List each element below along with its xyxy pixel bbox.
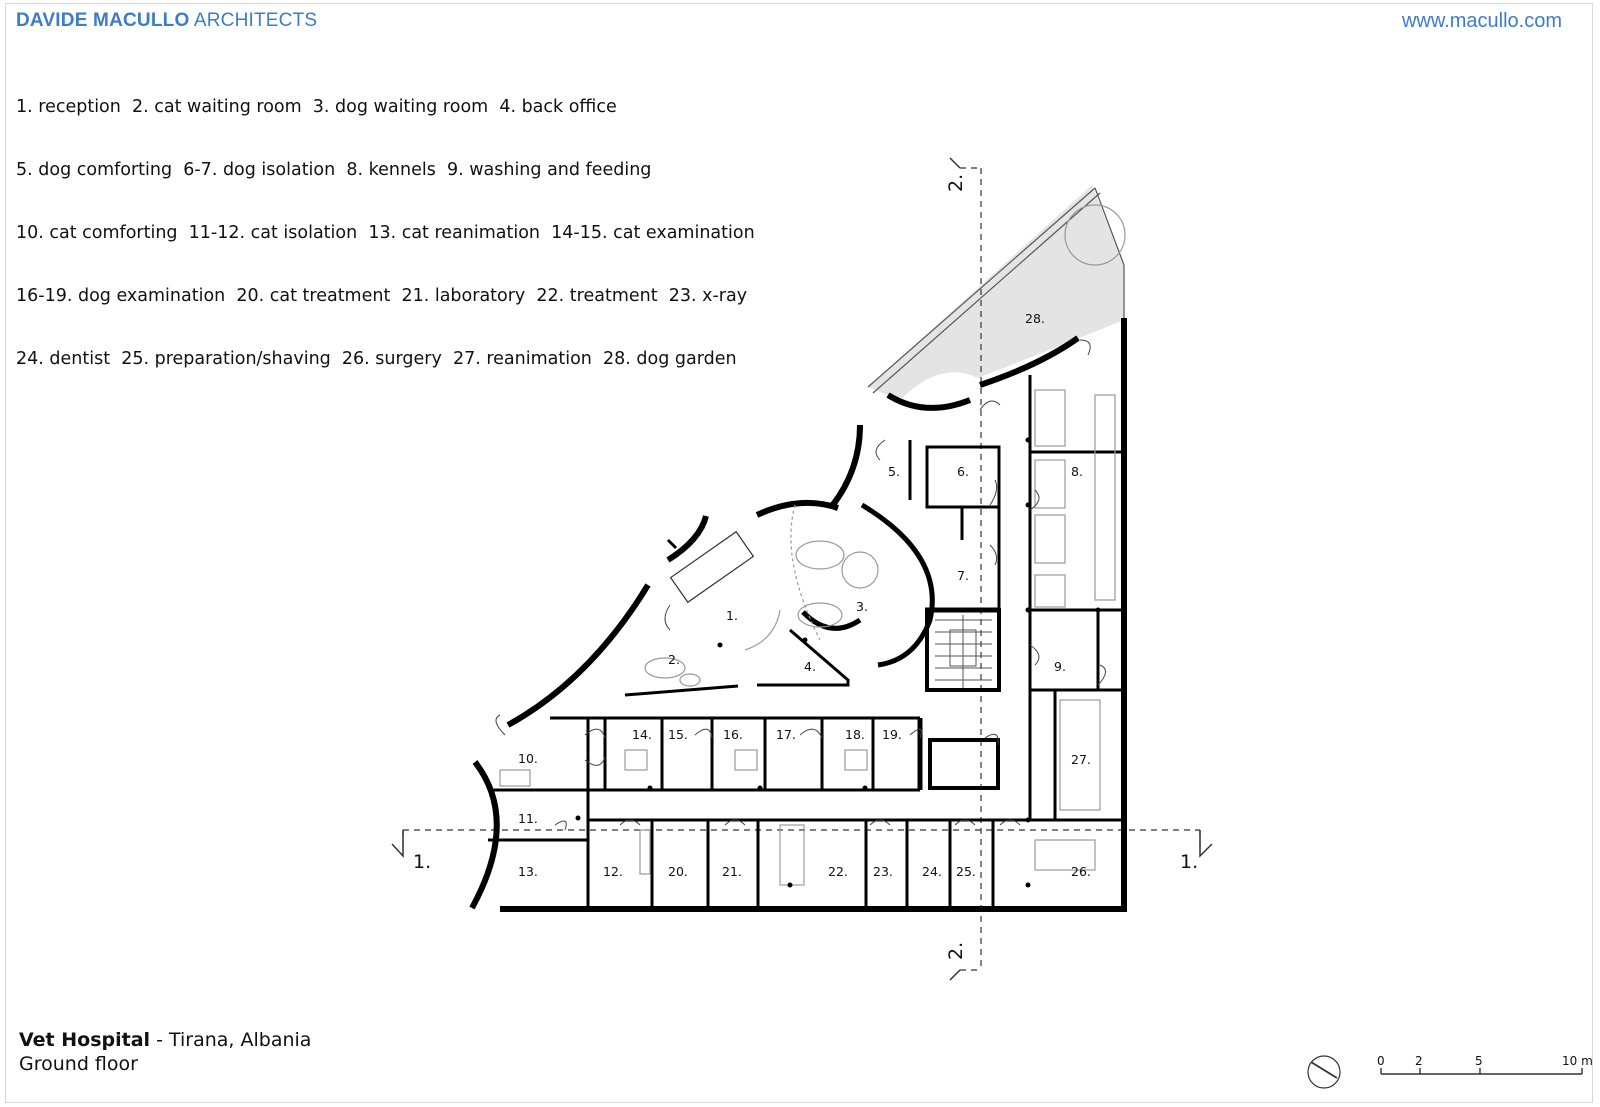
room-label: 14. [632,727,652,742]
room-label: 20. [668,864,688,879]
scale-tick-5: 5 [1475,1054,1483,1068]
curved-facade [472,338,1078,908]
room-label: 6. [957,464,969,479]
legend-line: 1. reception 2. cat waiting room 3. dog waiting room 4. back office [16,97,617,117]
exterior-walls [500,318,1127,912]
section-2-top-label: 2. [945,173,967,192]
project-location: - Tirana, Albania [150,1029,312,1051]
room-label: 24. [922,864,942,879]
brand-light: ARCHITECTS [189,10,318,31]
project-title-line [19,1028,311,1052]
room-label: 13. [518,864,538,879]
scale-tick-2: 2 [1415,1054,1423,1068]
legend-line: 24. dentist 25. preparation/shaving 26. surgery 27. reanimation 28. dog garden [16,349,737,369]
room-label: 25. [956,864,976,879]
room-label: 2. [668,652,680,667]
project-caption [19,1028,311,1076]
scale-tick-0: 0 [1377,1054,1385,1068]
room-label: 26. [1071,864,1091,879]
room-label: 21. [722,864,742,879]
section-1-right-label: 1. [1180,851,1199,873]
room-label: 23. [873,864,893,879]
room-label: 7. [957,568,969,583]
legend-line: 10. cat comforting 11-12. cat isolation 13. cat reanimation 14-15. cat examination [16,223,755,243]
scale-tick-10: 10 m [1562,1054,1593,1068]
room-label: 28. [1025,311,1045,326]
north-arrow-icon [1308,1056,1340,1088]
room-label: 11. [518,811,538,826]
room-label: 16. [723,727,743,742]
room-label: 19. [882,727,902,742]
legend-line: 5. dog comforting 6-7. dog isolation 8. kennels 9. washing and feeding [16,160,652,180]
scale-bar [1381,1068,1582,1074]
room-label: 10. [518,751,538,766]
room-label: 12. [603,864,623,879]
section-1-left-label: 1. [413,851,432,873]
section-2-bottom-label: 2. [945,941,967,960]
room-label: 1. [726,608,738,623]
room-label: 22. [828,864,848,879]
room-label: 15. [668,727,688,742]
stair-treads [935,615,992,688]
brand-bold: DAVIDE MACULLO [16,10,190,31]
dog-garden-area [868,185,1124,400]
room-label: 5. [888,464,900,479]
room-labels [518,311,1091,879]
scale-labels [1377,1054,1593,1068]
furniture [500,390,1115,885]
room-label: 18. [845,727,865,742]
room-label: 27. [1071,752,1091,767]
room-label: 3. [856,599,868,614]
room-label: 17. [776,727,796,742]
room-label: 9. [1054,659,1066,674]
project-floor: Ground floor [19,1053,138,1075]
project-name: Vet Hospital [19,1029,151,1051]
room-label: 4. [804,659,816,674]
website-link[interactable]: www.macullo.com [1401,10,1562,32]
legend-line: 16-19. dog examination 20. cat treatment 21. laboratory 22. treatment 23. x-ray [16,286,748,306]
room-label: 8. [1071,464,1083,479]
